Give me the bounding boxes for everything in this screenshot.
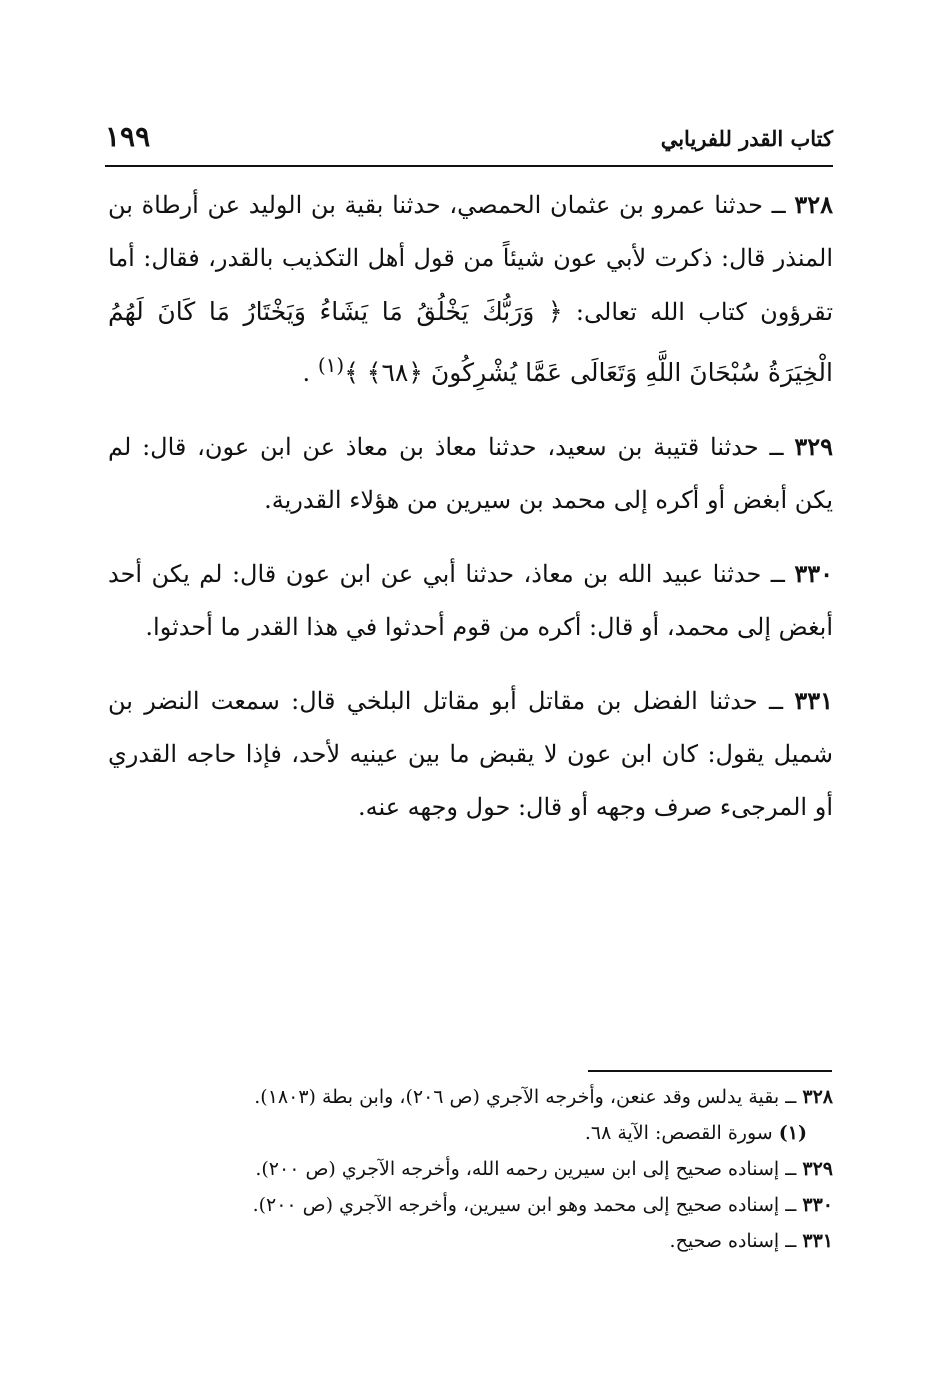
paragraph-text: حدثنا قتيبة بن سعيد، حدثنا معاذ بن معاذ عن ابن عون، قال: لم يكن أبغض أو أكره إلى محمد بن سيرين من هؤلاء القدرية.: [108, 433, 833, 514]
page-number: ١٩٩: [105, 120, 151, 153]
footnote-dash: ــ: [779, 1194, 803, 1216]
footnote-divider: [588, 1070, 832, 1072]
paragraph-number: ٣٢٨: [794, 190, 833, 219]
footnote-number: ٣٣٠: [802, 1194, 833, 1216]
footnote-dash: ــ: [779, 1158, 803, 1180]
paragraph-number: ٣٢٩: [794, 432, 833, 461]
paragraph-dash: ــ: [761, 560, 795, 588]
book-title: كتاب القدر للفريابي: [660, 126, 833, 151]
footnote-328: [108, 1080, 833, 1114]
paragraph-dash: ــ: [758, 433, 795, 461]
paragraph-328: [108, 178, 833, 400]
paragraph-text: حدثنا عبيد الله بن معاذ، حدثنا أبي عن ابن عون قال: لم يكن أحد أبغض إلى محمد، أو قال: أكره من قوم أحدثوا في هذا القدر ما أحدثوا.: [108, 560, 833, 641]
paragraph-end: .: [302, 359, 318, 387]
footnote-dash: ــ: [779, 1230, 803, 1252]
running-header: [105, 118, 833, 160]
footnote-330: [108, 1188, 833, 1222]
footnote-331: [108, 1224, 833, 1258]
main-text: [108, 178, 833, 854]
footnote-text: سورة القصص: الآية ٦٨.: [584, 1122, 773, 1144]
footnote-329: [108, 1152, 833, 1186]
footnote-ref: (١): [317, 353, 345, 377]
footnote-number: ٣٢٩: [802, 1158, 833, 1180]
quran-verse: ﴿ وَرَبُّكَ يَخْلُقُ مَا يَشَاءُ وَيَخْتَارُ مَا كَانَ لَهُمُ الْخِيَرَةُ سُبْحَانَ اللَّهِ وَتَعَالَى عَمَّا يُشْرِكُونَ ﴿٦٨﴾ ﴾: [108, 297, 833, 387]
footnote-number: ٣٣١: [802, 1230, 833, 1252]
footnotes: [108, 1080, 833, 1260]
footnote-text: إسناده صحيح إلى ابن سيرين رحمه الله، وأخرجه الآجري (ص ٢٠٠).: [255, 1158, 780, 1180]
paragraph-dash: ــ: [757, 687, 795, 715]
paragraph-text: حدثنا عمرو بن عثمان الحمصي، حدثنا بقية بن الوليد عن أرطاة بن المنذر قال: ذكرت لأبي عون شيئاً من قول أهل التكذيب بالقدر، فقال: أما تقرؤون كتاب الله تعالى:: [108, 191, 833, 326]
footnote-text: بقية يدلس وقد عنعن، وأخرجه الآجري (ص ٢٠٦)، وابن بطة (١٨٠٣).: [254, 1086, 780, 1108]
paragraph-number: ٣٣١: [794, 686, 833, 715]
paragraph-dash: ــ: [762, 191, 795, 219]
paragraph-329: [108, 420, 833, 527]
header-divider: [105, 165, 833, 167]
footnote-text: إسناده صحيح إلى محمد وهو ابن سيرين، وأخرجه الآجري (ص ٢٠٠).: [252, 1194, 780, 1216]
paragraph-text: حدثنا الفضل بن مقاتل أبو مقاتل البلخي قال: سمعت النضر بن شميل يقول: كان ابن عون لا يقبض ما بين عينيه لأحد، فإذا حاجه القدري أو المرجىء صرف وجهه أو قال: حول وجهه عنه.: [108, 687, 833, 821]
paragraph-330: [108, 547, 833, 654]
footnote-number: (١): [778, 1122, 807, 1144]
footnote-number: ٣٢٨: [802, 1086, 833, 1108]
paragraph-331: [108, 674, 833, 834]
footnote-1: [108, 1116, 833, 1150]
footnote-dash: ــ: [779, 1086, 803, 1108]
footnote-text: إسناده صحيح.: [669, 1230, 780, 1252]
paragraph-number: ٣٣٠: [794, 559, 833, 588]
